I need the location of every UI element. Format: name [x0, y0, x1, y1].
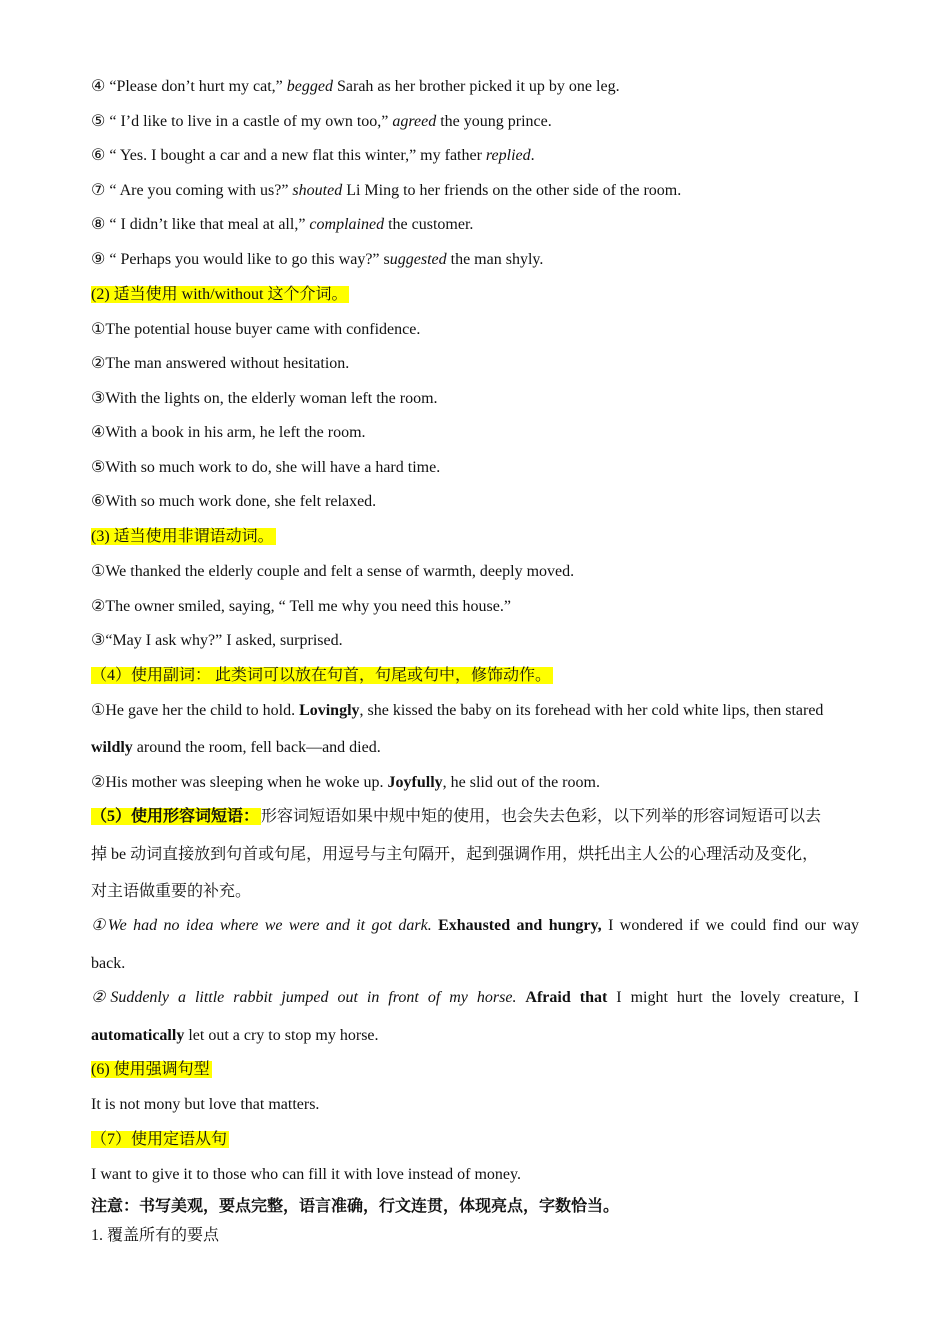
section-5-paragraph-line-3: 对主语做重要的补充。 [91, 883, 252, 900]
section-6-heading: (6) 使用强调句型 [91, 1061, 210, 1078]
dialogue-item: ⑤ “ I’d like to live in a castle of my own too,” agreed the young prince. [91, 113, 552, 130]
adjective-example-1-line-1: ①We had no idea where we were and it got dark. Exhausted and hungry, I wondered if we could find our way [91, 917, 860, 934]
dialogue-item: ④ “Please don’t hurt my cat,” begged Sarah as her brother picked it up by one leg. [91, 78, 620, 95]
list-item: ⑤With so much work to do, she will have a hard time. [91, 459, 441, 476]
adjective-example-1-line-2: back. [91, 955, 126, 972]
list-item: ①We thanked the elderly couple and felt a sense of warmth, deeply moved. [91, 563, 575, 580]
list-item: ③“May I ask why?” I asked, surprised. [91, 632, 343, 649]
section-7-example: I want to give it to those who can fill it with love instead of money. [91, 1166, 521, 1183]
note-line: 注意：书写美观，要点完整，语言准确，行文连贯，体现亮点，字数恰当。 [91, 1198, 620, 1215]
section-2-heading: (2) 适当使用 with/without 这个介词。 [91, 286, 348, 303]
section-6-example: It is not mony but love that matters. [91, 1096, 320, 1113]
dialogue-item: ⑨ “ Perhaps you would like to go this way?” suggested the man shyly. [91, 251, 544, 268]
point-1: 1. 覆盖所有的要点 [91, 1227, 220, 1244]
section-5-paragraph-line-2: 掉 be 动词直接放到句首或句尾，用逗号与主句隔开，起到强调作用，烘托出主人公的心理活动及变化， [91, 846, 819, 863]
list-item: ④With a book in his arm, he left the room. [91, 424, 366, 441]
adverb-example-2: ②His mother was sleeping when he woke up. Joyfully, he slid out of the room. [91, 774, 600, 791]
list-item: ②The man answered without hesitation. [91, 355, 350, 372]
section-4-heading: （4）使用副词： 此类词可以放在句首，句尾或句中，修饰动作。 [91, 667, 552, 684]
section-5-paragraph-line-1: （5）使用形容词短语： 形容词短语如果中规中矩的使用，也会失去色彩，以下列举的形容词短语可以去 [91, 808, 822, 825]
list-item: ③With the lights on, the elderly woman left the room. [91, 390, 438, 407]
dialogue-item: ⑥ “ Yes. I bought a car and a new flat this winter,” my father replied. [91, 147, 535, 164]
adverb-example-1-line-2: wildly around the room, fell back—and died. [91, 739, 381, 756]
list-item: ⑥With so much work done, she felt relaxed. [91, 493, 377, 510]
list-item: ②The owner smiled, saying, “ Tell me why you need this house.” [91, 598, 511, 615]
dialogue-item: ⑦ “ Are you coming with us?” shouted Li Ming to her friends on the other side of the room. [91, 182, 682, 199]
section-3-heading: (3) 适当使用非谓语动词。 [91, 528, 274, 545]
section-7-heading: （7）使用定语从句 [91, 1131, 228, 1148]
adjective-example-2-line-1: ②Suddenly a little rabbit jumped out in front of my horse. Afraid that I might hurt the lovely creature, I [91, 989, 859, 1006]
list-item: ①The potential house buyer came with confidence. [91, 321, 421, 338]
adjective-example-2-line-2: automatically let out a cry to stop my horse. [91, 1027, 379, 1044]
dialogue-item: ⑧ “ I didn’t like that meal at all,” complained the customer. [91, 216, 474, 233]
adverb-example-1-line-1: ①He gave her the child to hold. Lovingly, she kissed the baby on its forehead with her cold white lips, then stared [91, 702, 824, 719]
